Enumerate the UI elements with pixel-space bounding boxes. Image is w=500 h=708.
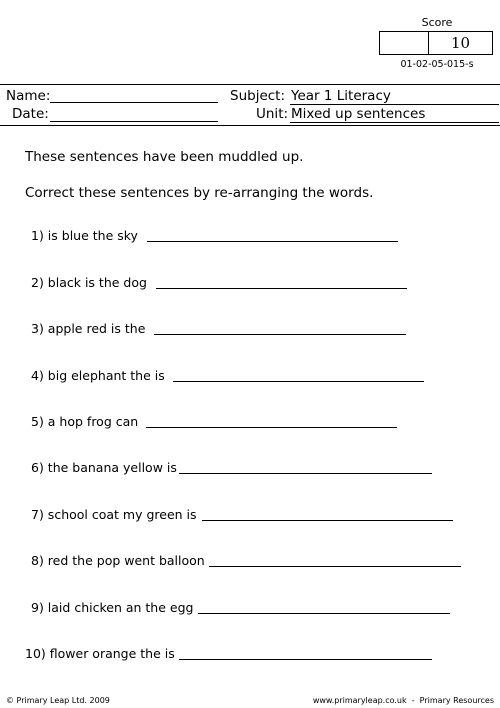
subject-value: Year 1 Literacy: [290, 88, 499, 105]
question-5: 5) a hop frog can: [31, 414, 139, 429]
answer-line-4[interactable]: [173, 381, 424, 382]
header-top-rule: [0, 84, 500, 85]
footer-website: www.primaryleap.co.uk - Primary Resources: [312, 696, 494, 705]
worksheet-code: 01-02-05-015-s: [400, 59, 474, 70]
score-label: Score: [421, 16, 453, 29]
question-8: 8) red the pop went balloon: [31, 553, 205, 568]
unit-value: Mixed up sentences: [290, 106, 499, 123]
answer-line-2[interactable]: [156, 288, 407, 289]
header-bottom-rule: [0, 125, 500, 126]
answer-line-3[interactable]: [154, 334, 406, 335]
question-1: 1) is blue the sky: [31, 228, 138, 243]
answer-line-6[interactable]: [179, 473, 432, 474]
subject-label: Subject:: [230, 88, 286, 104]
score-box: [379, 31, 493, 55]
answer-line-8[interactable]: [209, 566, 461, 567]
answer-line-10[interactable]: [179, 659, 432, 660]
answer-line-5[interactable]: [146, 427, 397, 428]
name-label: Name:: [6, 88, 51, 104]
score-blank-cell: [380, 32, 429, 54]
question-4: 4) big elephant the is: [31, 368, 165, 383]
question-10: 10) flower orange the is: [25, 646, 175, 661]
score-value: 10: [450, 34, 471, 52]
instruction-2: Correct these sentences by re-arranging the words.: [25, 185, 374, 201]
question-6: 6) the banana yellow is: [31, 460, 177, 475]
date-label: Date:: [12, 106, 49, 122]
answer-line-9[interactable]: [198, 613, 450, 614]
answer-line-1[interactable]: [147, 241, 398, 242]
unit-label: Unit:: [256, 106, 289, 122]
footer-copyright: © Primary Leap Ltd. 2009: [6, 696, 110, 705]
date-field[interactable]: [50, 121, 218, 122]
question-7: 7) school coat my green is: [31, 507, 197, 522]
answer-line-7[interactable]: [202, 520, 453, 521]
instruction-1: These sentences have been muddled up.: [25, 149, 304, 165]
question-3: 3) apple red is the: [31, 321, 146, 336]
name-field[interactable]: [50, 102, 218, 103]
question-9: 9) laid chicken an the egg: [31, 600, 194, 615]
question-2: 2) black is the dog: [31, 275, 147, 290]
